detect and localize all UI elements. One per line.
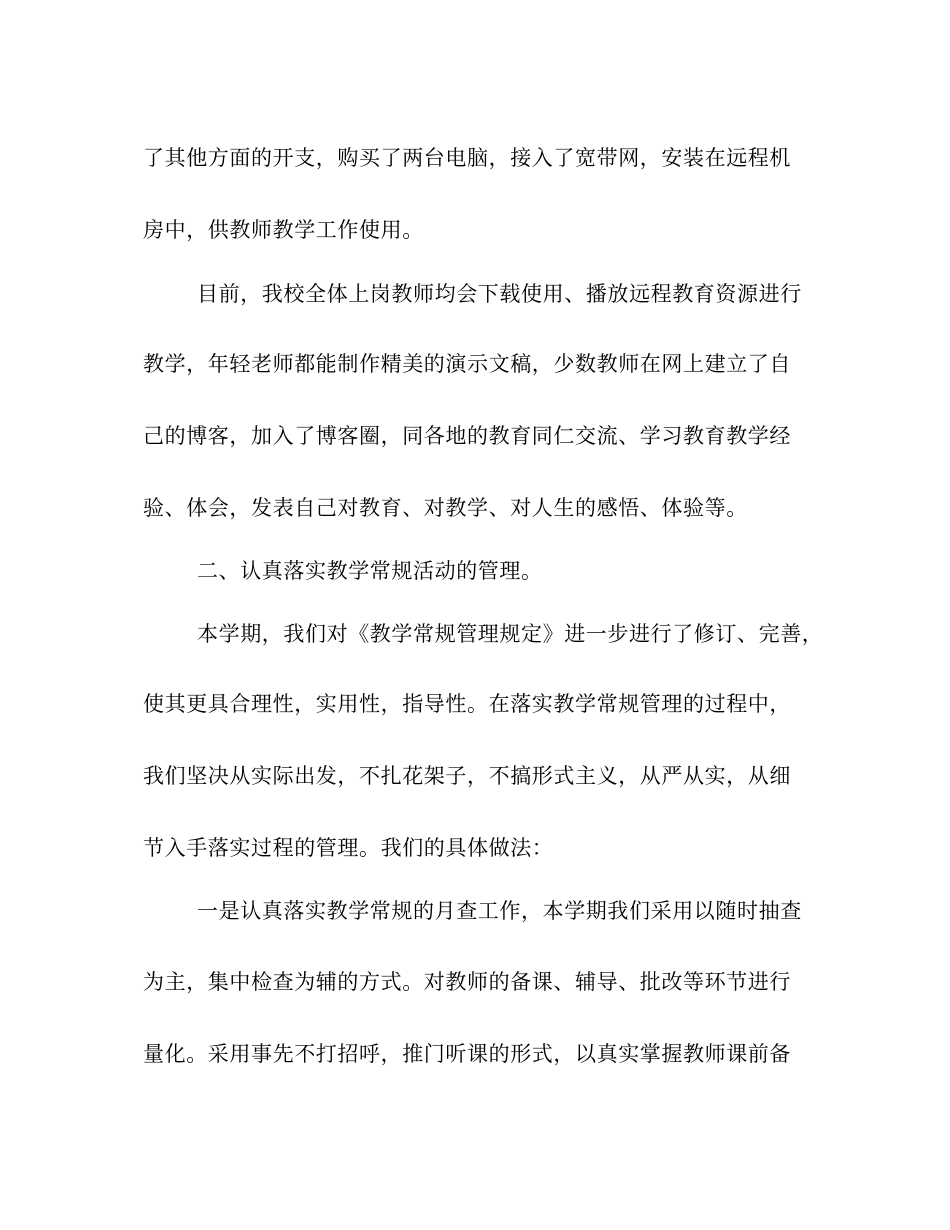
- section-heading: 二、认真落实教学常规活动的管理。: [197, 559, 543, 583]
- paragraph-start-line: 目前，我校全体上岗教师均会下载使用、播放远程教育资源进行: [197, 282, 802, 306]
- text-line: 节入手落实过程的管理。我们的具体做法：: [143, 836, 554, 860]
- text-line: 了其他方面的开支，购买了两台电脑，接入了宽带网，安装在远程机: [143, 146, 791, 170]
- text-line: 教学，年轻老师都能制作精美的演示文稿，少数教师在网上建立了自: [143, 352, 791, 376]
- text-line: 我们坚决从实际出发，不扎花架子，不搞形式主义，从严从实，从细: [143, 764, 791, 788]
- paragraph-start-line: 本学期，我们对《教学常规管理规定》进一步进行了修订、完善，: [197, 622, 824, 646]
- text-line: 为主，集中检查为辅的方式。对教师的备课、辅导、批改等环节进行: [143, 970, 791, 994]
- paragraph-start-line: 一是认真落实教学常规的月查工作，本学期我们采用以随时抽查: [197, 899, 802, 923]
- text-line: 己的博客，加入了博客圈，同各地的教育同仁交流、学习教育教学经: [143, 424, 791, 448]
- text-line: 验、体会，发表自己对教育、对教学、对人生的感悟、体验等。: [143, 496, 748, 520]
- text-line: 房中，供教师教学工作使用。: [143, 218, 424, 242]
- text-line: 量化。采用事先不打招呼，推门听课的形式，以真实掌握教师课前备: [143, 1042, 791, 1066]
- text-line: 使其更具合理性，实用性，指导性。在落实教学常规管理的过程中，: [143, 692, 791, 716]
